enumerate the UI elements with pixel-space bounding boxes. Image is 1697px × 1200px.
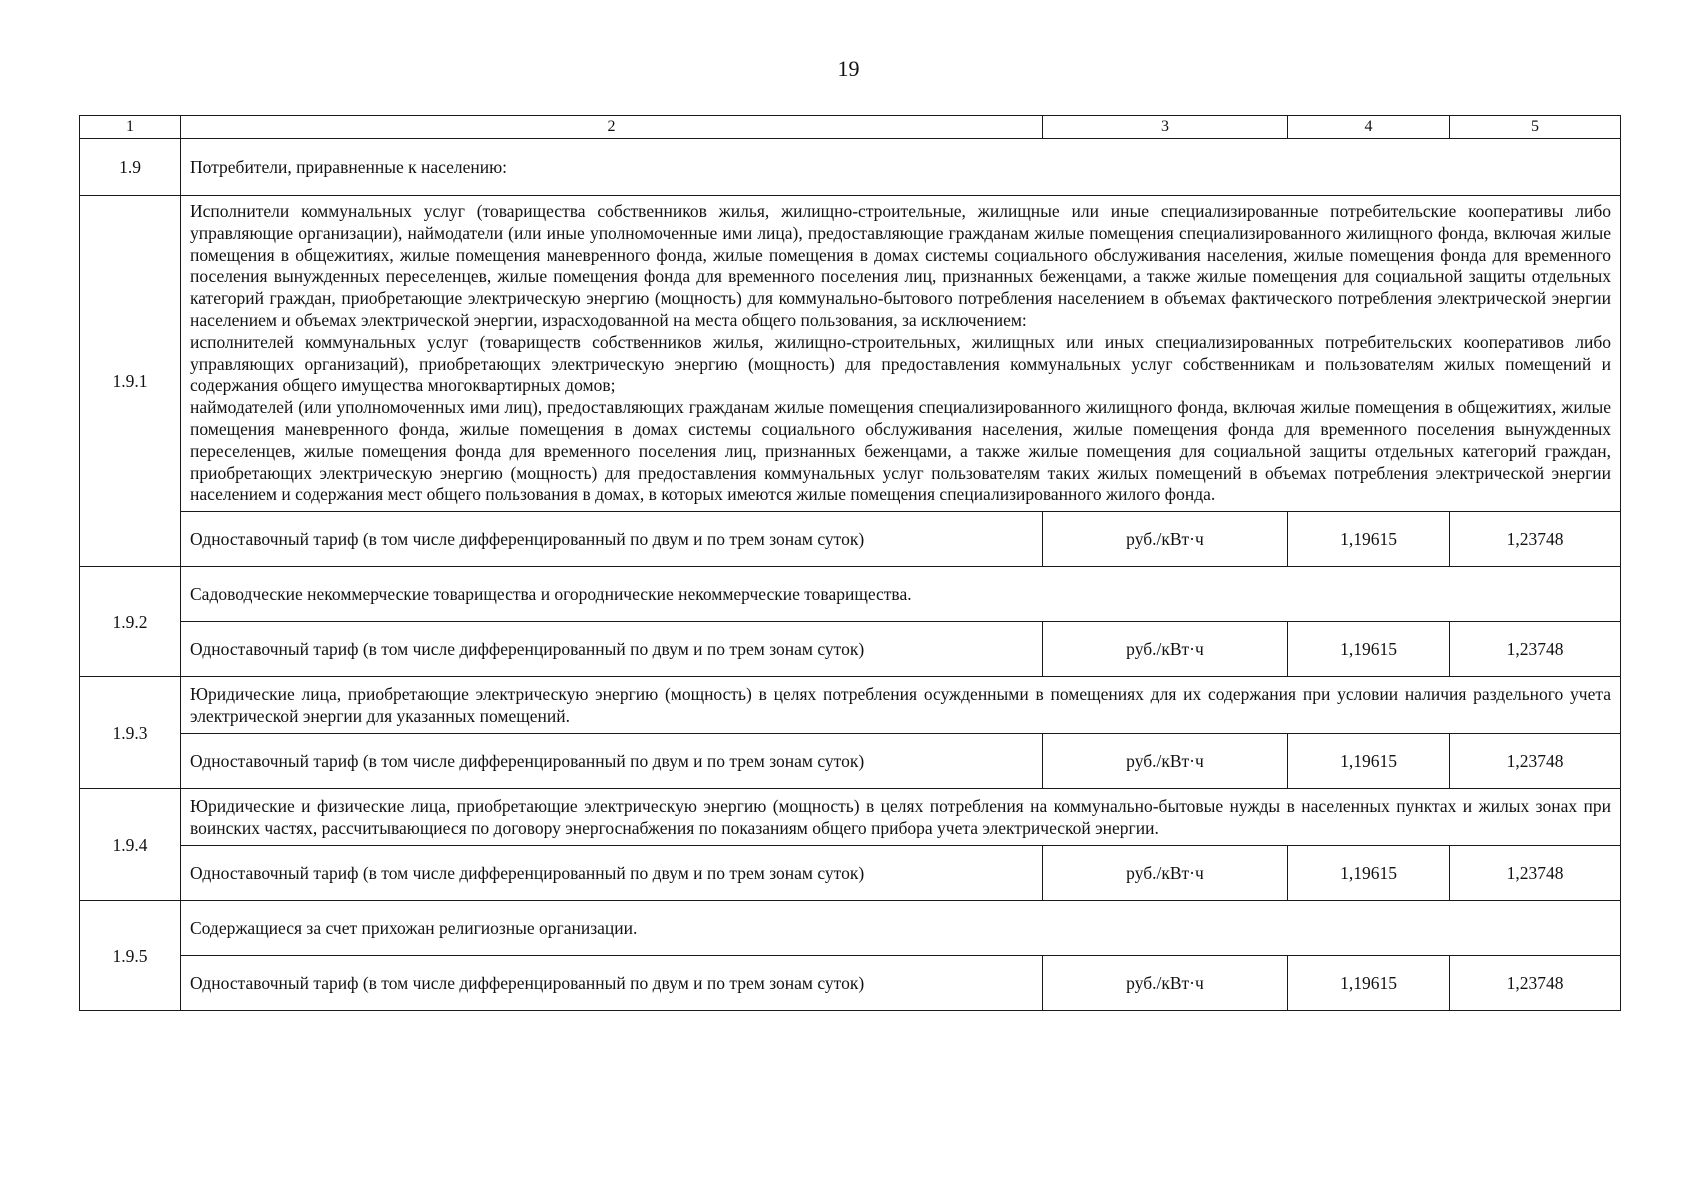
tariff-unit: руб./кВт·ч (1043, 622, 1288, 677)
row-number: 1.9 (80, 139, 181, 196)
tariff-label: Одноставочный тариф (в том числе дифференцированный по двум и по трем зонам суток) (181, 734, 1043, 789)
table-row (80, 196, 1621, 512)
tariff-value-h1: 1,19615 (1288, 956, 1450, 1011)
tariff-value-h1: 1,19615 (1288, 734, 1450, 789)
row-description: Садоводческие некоммерческие товарищества и огороднические некоммерческие товарищества. (181, 567, 1621, 622)
table-row (80, 567, 1621, 622)
column-number-4: 4 (1288, 116, 1450, 139)
row-description: Юридические лица, приобретающие электрическую энергию (мощность) в целях потребления осужденными в помещениях для их содержания при условии наличия раздельного учета электрической энергии для указанных помещений. (181, 677, 1621, 734)
tariff-value-h1: 1,19615 (1288, 622, 1450, 677)
tariff-label: Одноставочный тариф (в том числе дифференцированный по двум и по трем зонам суток) (181, 622, 1043, 677)
tariff-unit: руб./кВт·ч (1043, 956, 1288, 1011)
row-description: Юридические и физические лица, приобретающие электрическую энергию (мощность) в целях потребления на коммунально-бытовые нужды в населенных пунктах и жилых зонах при воинских частях, рассчитывающиеся по договору энергоснабжения по показаниям общего прибора учета электрической энергии. (181, 789, 1621, 846)
tariff-value-h2: 1,23748 (1450, 512, 1621, 567)
tariff-value-h2: 1,23748 (1450, 956, 1621, 1011)
column-number-2: 2 (181, 116, 1043, 139)
row-number: 1.9.1 (80, 196, 181, 567)
page-number: 19 (837, 56, 860, 81)
row-number: 1.9.2 (80, 567, 181, 677)
tariff-row (80, 846, 1621, 901)
description-paragraph: исполнителей коммунальных услуг (товариществ собственников жилья, жилищно-строительных, жилищных или иных специализированных потребительских кооперативов либо управляющих организаций), приобретающих электрическую энергию (мощность) для предоставления коммунальных услуг собственникам и пользователям жилых помещений и содержания общего имущества многоквартирных домов; (190, 331, 1611, 396)
tariff-row (80, 734, 1621, 789)
tariff-label: Одноставочный тариф (в том числе дифференцированный по двум и по трем зонам суток) (181, 956, 1043, 1011)
tariff-unit: руб./кВт·ч (1043, 512, 1288, 567)
column-number-1: 1 (80, 116, 181, 139)
tariff-row (80, 512, 1621, 567)
tariff-value-h1: 1,19615 (1288, 846, 1450, 901)
table-row (80, 139, 1621, 196)
tariff-value-h1: 1,19615 (1288, 512, 1450, 567)
column-number-5: 5 (1450, 116, 1621, 139)
tariff-row (80, 956, 1621, 1011)
tariff-value-h2: 1,23748 (1450, 734, 1621, 789)
tariff-table (79, 115, 1621, 1011)
tariff-unit: руб./кВт·ч (1043, 846, 1288, 901)
table-row (80, 789, 1621, 846)
row-description: Потребители, приравненные к населению: (181, 139, 1621, 196)
tariff-row (80, 622, 1621, 677)
table-row (80, 901, 1621, 956)
column-number-3: 3 (1043, 116, 1288, 139)
description-paragraph: Исполнители коммунальных услуг (товарищества собственников жилья, жилищно-строительные, жилищные или иные специализированные потребительские кооперативы либо управляющие организации), наймодатели (или иные уполномоченные ими лица), предоставляющие гражданам жилые помещения специализированного жилищного фонда, включая жилые помещения в общежитиях, жилые помещения маневренного фонда, жилые помещения в домах системы социального обслуживания населения, жилые помещения фонда для временного поселения вынужденных переселенцев, жилые помещения фонда для временного поселения лиц, признанных беженцами, а также жилые помещения для социальной защиты отдельных категорий граждан, приобретающие электрическую энергию (мощность) для коммунально-бытового потребления населением в объемах фактического потребления электрической энергии населением и объемах электрической энергии, израсходованной на места общего пользования, за исключением: (190, 201, 1611, 330)
description-paragraph: наймодателей (или уполномоченных ими лиц), предоставляющих гражданам жилые помещения специализированного жилищного фонда, включая жилые помещения в общежитиях, жилые помещения маневренного фонда, жилые помещения в домах системы социального обслуживания населения, жилые помещения фонда для временного поселения вынужденных переселенцев, жилые помещения фонда для временного поселения лиц, признанных беженцами, а также жилые помещения для социальной защиты отдельных категорий граждан, приобретающих электрическую энергию (мощность) для предоставления коммунальных услуг пользователям таких жилых помещений в объемах потребления электрической энергии населением и содержания мест общего пользования в домах, в которых имеются жилые помещения специализированного жилого фонда. (190, 397, 1611, 505)
tariff-label: Одноставочный тариф (в том числе дифференцированный по двум и по трем зонам суток) (181, 512, 1043, 567)
tariff-label: Одноставочный тариф (в том числе дифференцированный по двум и по трем зонам суток) (181, 846, 1043, 901)
table-row (80, 677, 1621, 734)
table-header-row (80, 116, 1621, 139)
row-number: 1.9.4 (80, 789, 181, 901)
tariff-value-h2: 1,23748 (1450, 846, 1621, 901)
row-number: 1.9.5 (80, 901, 181, 1011)
row-number: 1.9.3 (80, 677, 181, 789)
tariff-value-h2: 1,23748 (1450, 622, 1621, 677)
tariff-unit: руб./кВт·ч (1043, 734, 1288, 789)
row-description: Содержащиеся за счет прихожан религиозные организации. (181, 901, 1621, 956)
row-description (181, 196, 1621, 512)
